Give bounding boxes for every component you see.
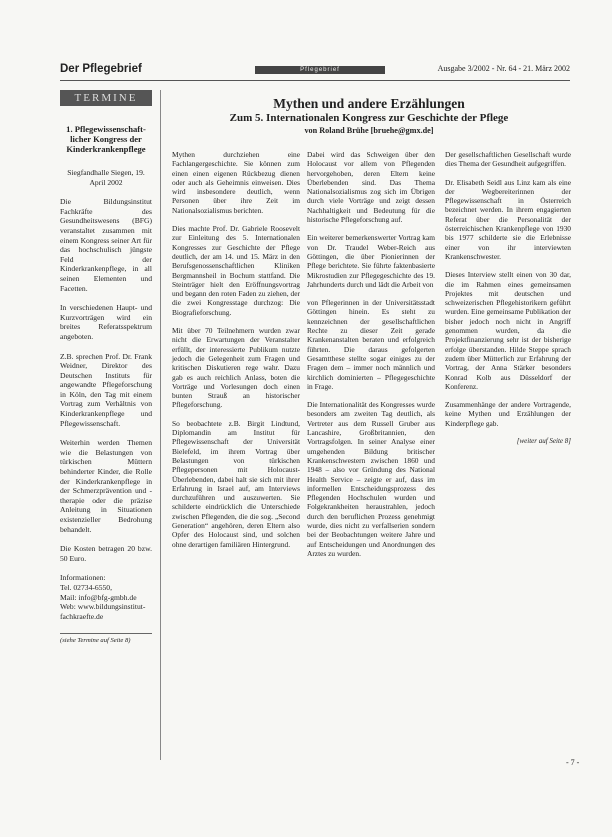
article-paragraph: Die Internationalität des Kongresses wurde besonders am zweiten Tag deutlich, als Vertreter aus dem Russell Gruber aus Lancashire, Großbritannien, den Vortragsfolgen. In seiner Analyse einer umgehenden Bildung britischer Krankenschwestern zwischen 1860 und 1948 – also vor Gründung des National Health Service – zeigte er auf, dass im informellen Entscheidungsprozess des Pflegenden Hochschulen wurden und Folgekrankheiten heraustrahlen, jedoch durch den beruflichen Prozess genehmigt wurde, dies nicht zu verfallserien sondern bei der Beobachtungen weitere Jahre und auf Entscheidungen und Anordnungen des Arztes zu wurden. — [307, 400, 435, 558]
article-paragraph: Der gesellschaftlichen Gesellschaft wurde dies Thema der Gesundheit aufgegriffen. — [445, 150, 571, 169]
masthead-band: Pflegebrief — [255, 66, 385, 74]
sidebar-heading: 1. Pflegewissenschaft-licher Kongress der Kinderkrankenpflege — [66, 124, 146, 154]
sidebar-paragraph: In verschiedenen Haupt- und Kurzvorträgen wird ein breites Referatsspektrum angeboten. — [60, 303, 152, 341]
article-title: Mythen und andere Erzählungen — [273, 96, 465, 111]
issue-info: Ausgabe 3/2002 - Nr. 64 - 21. März 2002 — [437, 64, 570, 73]
article-paragraph: Ein weiterer bemerkenswerter Vortrag kam von Dr. Traudel Weber-Reich aus Göttingen, die über Pionierinnen der Pflege berichtete. Sie führte faktenbasierte Mikrostudien zur Pflegegeschichte des 19. Jahrhunderts durch und lädt die Arbeit von — [307, 233, 435, 289]
article-column-1 — [172, 150, 300, 558]
sidebar-contact: Informationen: Tel. 02734-6550, Mail: info@bfg-gmbh.de Web: www.bildungsinstitut-fachkraefte.de — [60, 573, 146, 621]
brand-name: Der Pflegebrief — [60, 63, 142, 75]
article-paragraph: Mythen durchziehen eine Fachlangergeschichte. Sie können zum einen einen eigenen Rückbezug dienen oder auch als Geheimnis einweisen. Dies wird insbesondere deutlich, wenn Personen über ihre Zeit im Nationalsozialismus berichten. — [172, 150, 300, 215]
article-subtitle: Zum 5. Internationalen Kongress zur Geschichte der Pflege — [229, 112, 509, 124]
sidebar-termine — [60, 90, 152, 644]
sidebar-footer: (siehe Termine auf Seite 8) — [60, 637, 131, 645]
article-paragraph: Dabei wird das Schweigen über den Holocaust vor allem von Pflegenden hervorgehoben, deren Eltern keine Überlebenden sind. Das Thema Nationalsozialismus zog sich im Übrigen durch viele Vorträge und zeigt dessen Nachhaltigkeit und Bedeutung für die historische Pflegeforschung auf. — [307, 150, 435, 225]
sidebar-paragraph: Weiterhin werden Themen wie die Belastungen von türkischen Müttern behinderter Kinder, die Rolle der Kinderkrankenpflege in der Schmerzprävention und -therapie oder die präzise Anleitung in Situationen existenzieller Bedrohung behandelt. — [60, 438, 152, 534]
sidebar-paragraph: Z.B. sprechen Prof. Dr. Frank Weidner, Direktor des Deutschen Instituts für angewandte Pflegeforschung in Köln, den Tag mit einem Vortrag zum Verhältnis von Kinderkrankenpflege und Pflegewissenschaft. — [60, 351, 152, 428]
article-paragraph: Dies machte Prof. Dr. Gabriele Roosevelt zur Einleitung des 5. Internationalen Kongresses zur Geschichte der Pflege deutlich, der am 14. und 15. März in den Berufsgenossenschaftlichen Kliniken Bergmannsheil in Bochum stattfand. Die Steinträger hielt den Eröffnungsvortrag und begann den roten Faden zu ziehen, der die zwei Kongresstage durchzog: Die Biografieforschung. — [172, 224, 300, 317]
sidebar-date: Siegfandhalle Siegen, 19. April 2002 — [67, 168, 145, 187]
article-header — [168, 96, 570, 136]
article-paragraph: Dr. Elisabeth Seidl aus Linz kam als eine der Wegbereiterinnen der Pflegewissenschaft in Österreich bezeichnet werden. In ihrem engagierten Referat über die Personalität der österreichischen Krankenpflege von 1930 bis 1977 schilderte sie die Erlebnisse einer von ihr interviewten Krankenschwester. — [445, 177, 571, 261]
article-paragraph: Zusammenhänge der andere Vortragende, keine Mythen und Erzählungen der Kinderpflege gab. — [445, 400, 571, 428]
article-paragraph: So beobachtete z.B. Birgit Lindtund, Diplomandin am Institut für Pflegewissenschaft der Universität Bielefeld, im ihrem Vortrag über Belastungen von türkischen Pflegepersonen mit Holocaust-Überlebenden, dabei halt sie sich mit ihrer Erfahrung in Israel auf, am Interviews durchzuführen und auszuwerten. Sie schilderte eindrücklich die Unterschiede zwischen Pflegenden, die die sog. „Second Generation“ angehören, deren Eltern also Opfer des Holocaust sind, und solchen ohne derartigen familiären Hintergrund. — [172, 418, 300, 549]
article-paragraph: Dieses Interview stellt einen von 30 dar, die im Rahmen eines gemeinsamen Projektes mit deutschen und schweizerischen Pflegehistorikern geführt wurden. Eine gemeinsame Publikation der bisher jedoch noch nicht in Angriff genommen wurden, da die Projektfinanzierung sehr ist der bisherige erfolge überstanden. Hilde Steppe sprach zudem über Mütterlich zur Erfahrung der Vortrag, der Anna Stärker besonders Konrad Kolb aus Düsseldorf der Konferenz. — [445, 270, 571, 391]
article-paragraph: Mit über 70 Teilnehmern wurden zwar nicht die Erwartungen der Veranstalter erfüllt, der interessierte Publikum nutzte jedoch die Gelegenheit zum Fragen und kritischen Diskutieren rege wahr. Dazu gab es auch reichlich Anlass, boten die Vorträge und Vorlesungen doch einen bunten Strauß an historischer Pflegeforschung. — [172, 326, 300, 410]
article-column-3 — [445, 150, 571, 445]
continued-note: [weiter auf Seite 8] — [516, 437, 571, 446]
article-byline: von Roland Brühe [bruehe@gmx.de] — [304, 126, 434, 135]
sidebar-paragraph: Die Kosten betragen 20 bzw. 50 Euro. — [60, 544, 152, 563]
column-divider — [160, 90, 161, 760]
article-paragraph: von Pflegerinnen in der Universitätsstadt Göttingen hinein. Es steht zu kennzeichnen der gesellschaftlichen Rechte zu dieser Zeit gerade Krankenanstalten beraten und erfolgreich führten. Die daraus gefolgerten Gesamtthese stellte sogar einiges zu der Fragen dem – immer noch männlich und kirchlich dominierten – Pflegegeschichte in Frage. — [307, 298, 435, 391]
header-rule — [60, 80, 570, 81]
sidebar-divider — [60, 633, 152, 634]
masthead — [60, 63, 570, 79]
sidebar-paragraph: Die Bildungsinstitut Fachkräfte des Gesundheitswesens (BFG) veranstaltet zusammen mit einem Kongress seiner Art für das hochschulisch jüngste Feld der Kinderkrankenpflege, in all seinen Elementen und Facetten. — [60, 197, 152, 293]
article-column-2 — [307, 150, 435, 567]
page-number: - 7 - — [566, 758, 580, 767]
termine-label: TERMINE — [60, 90, 152, 106]
